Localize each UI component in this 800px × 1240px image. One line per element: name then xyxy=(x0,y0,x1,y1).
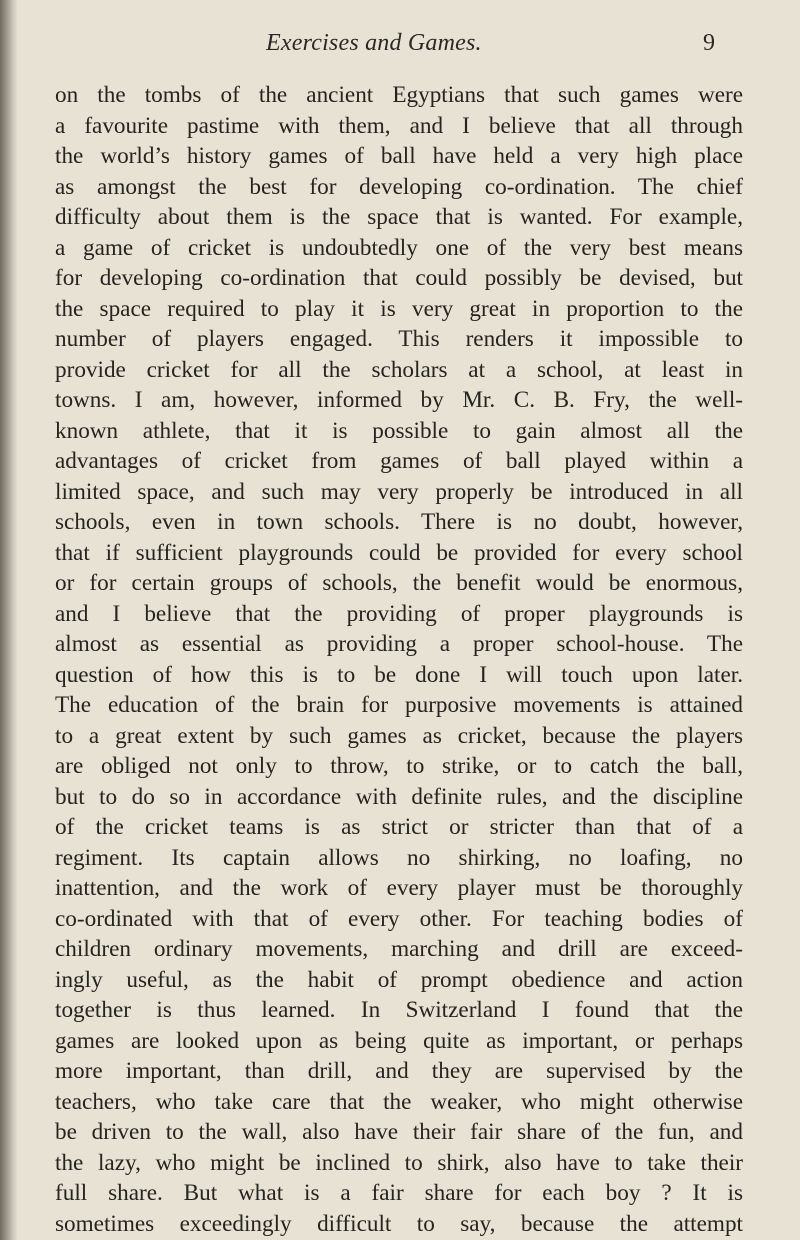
text-line: almost as essential as providing a proper school-house. The xyxy=(55,631,743,657)
text-line: difficulty about them is the space that is wanted. For example, xyxy=(55,204,743,230)
text-line: question of how this is to be done I will touch upon later. xyxy=(55,661,743,688)
text-line: more important, than drill, and they are supervised by the xyxy=(55,1058,743,1084)
text-line: a favourite pastime with them, and I believe that all through xyxy=(55,112,743,139)
text-line: as amongst the best for developing co-ordination. The chief xyxy=(55,173,743,200)
text-line: together is thus learned. In Switzerland I found that the xyxy=(55,997,743,1023)
text-line: and I believe that the providing of proper playgrounds is xyxy=(55,600,743,627)
text-line: sometimes exceedingly difficult to say, because the attempt xyxy=(55,1210,743,1237)
text-line: or for certain groups of schools, the benefit would be enormous, xyxy=(55,570,743,596)
text-line: teachers, who take care that the weaker, who might otherwise xyxy=(55,1088,743,1115)
text-line: to a great extent by such games as cricket, because the players xyxy=(55,722,743,749)
text-line: the lazy, who might be inclined to shirk, also have to take their xyxy=(55,1149,743,1176)
text-line: number of players engaged. This renders it impossible to xyxy=(55,326,743,352)
running-head-title: Exercises and Games. xyxy=(266,30,482,56)
page-number: 9 xyxy=(703,30,715,56)
text-line: ingly useful, as the habit of prompt obedience and action xyxy=(55,966,743,993)
text-line: on the tombs of the ancient Egyptians that such games were xyxy=(55,82,743,108)
running-head xyxy=(0,30,800,64)
binding-shadow xyxy=(0,0,18,1240)
text-line: but to do so in accordance with definite rules, and the discipline xyxy=(55,783,743,810)
text-line: a game of cricket is undoubtedly one of the very best means xyxy=(55,234,743,261)
text-line: towns. I am, however, informed by Mr. C. B. Fry, the well- xyxy=(55,387,743,413)
text-line: co-ordinated with that of every other. For teaching bodies of xyxy=(55,905,743,932)
text-line: known athlete, that it is possible to gain almost all the xyxy=(55,417,743,444)
text-line: schools, even in town schools. There is no doubt, however, xyxy=(55,509,743,535)
text-line: of the cricket teams is as strict or stricter than that of a xyxy=(55,814,743,840)
text-line: be driven to the wall, also have their fair share of the fun, and xyxy=(55,1119,743,1145)
text-line: games are looked upon as being quite as important, or perhaps xyxy=(55,1027,743,1054)
body-text xyxy=(55,80,743,1239)
text-line: that if sufficient playgrounds could be provided for every school xyxy=(55,539,743,566)
text-line: children ordinary movements, marching and drill are exceed- xyxy=(55,936,743,962)
text-line: inattention, and the work of every player must be thoroughly xyxy=(55,875,743,901)
text-line: limited space, and such may very properly be introduced in all xyxy=(55,478,743,505)
text-line: are obliged not only to throw, to strike, or to catch the ball, xyxy=(55,753,743,779)
text-line: regiment. Its captain allows no shirking, no loafing, no xyxy=(55,844,743,871)
text-line: provide cricket for all the scholars at a school, at least in xyxy=(55,356,743,383)
text-line: advantages of cricket from games of ball played within a xyxy=(55,448,743,474)
text-line: the space required to play it is very great in proportion to the xyxy=(55,295,743,322)
text-line: for developing co-ordination that could possibly be devised, but xyxy=(55,265,743,291)
text-line: full share. But what is a fair share for each boy ? It is xyxy=(55,1180,743,1206)
text-line: The education of the brain for purposive movements is attained xyxy=(55,692,743,718)
text-line: the world’s history games of ball have held a very high place xyxy=(55,143,743,169)
